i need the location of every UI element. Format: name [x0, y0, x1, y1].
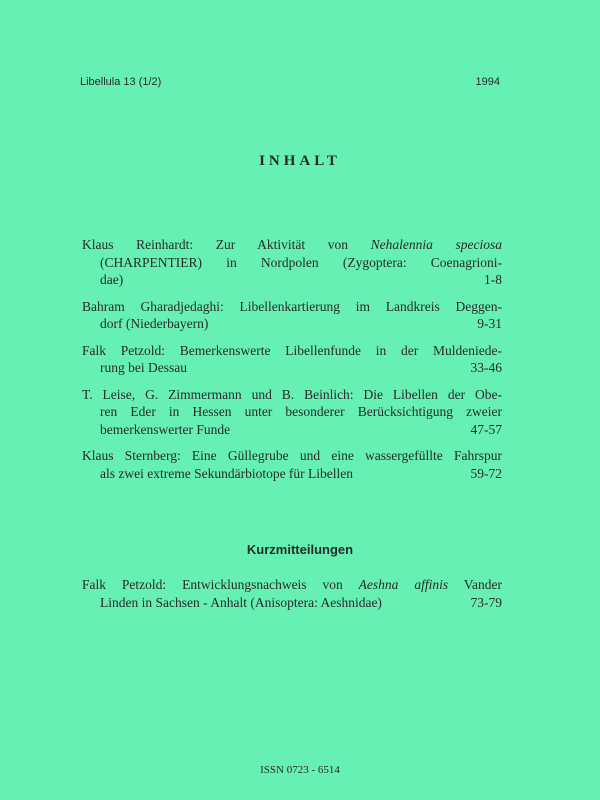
issn-number: ISSN 0723 - 6514 — [260, 764, 340, 776]
page-range: 73-79 — [470, 594, 502, 610]
toc-entry-line: Bahram Gharadjedaghi: Libellenkartierung im Landkreis Deggen- — [82, 298, 502, 314]
toc-entry-text: dae) — [100, 272, 124, 287]
toc-entry-line — [82, 576, 502, 594]
toc-entry-last-line — [82, 359, 502, 377]
toc-entry — [82, 576, 502, 611]
page-title: INHALT — [259, 153, 341, 169]
toc-entry-text: Linden in Sachsen - Anhalt (Anisoptera: Aeshnidae) — [100, 594, 382, 610]
short-communications — [82, 576, 502, 620]
page-range: 59-72 — [470, 465, 502, 481]
toc-entry-last-line — [82, 271, 502, 289]
toc-entry-text: als zwei extreme Sekundärbiotope für Libellen — [100, 465, 354, 481]
species-name: Nehalennia speciosa — [370, 237, 502, 252]
toc-entry-last-line — [82, 465, 502, 483]
species-name: Aeshna affinis — [358, 577, 449, 592]
page-range: 47-57 — [470, 421, 502, 437]
toc-entry-text: bemerkenswerter Funde — [100, 421, 231, 437]
publication-year: 1994 — [475, 76, 500, 88]
toc-entry-line: Falk Petzold: Bemerkenswerte Libellenfunde in der Muldeniede- — [82, 342, 502, 358]
page-range: 9-31 — [477, 316, 502, 331]
toc-entry-text: Klaus Reinhardt: Zur Aktivität von — [82, 237, 371, 252]
page-range: 1-8 — [484, 272, 502, 287]
toc-entry-text: Vander — [448, 577, 502, 592]
toc-entry-line: ren Eder in Hessen unter besonderer Berücksichtigung zweier — [100, 404, 502, 419]
table-of-contents — [82, 236, 502, 491]
toc-entry-text: dorf (Niederbayern) — [100, 316, 209, 331]
toc-entry-text: Falk Petzold: Entwicklungsnachweis von — [82, 577, 359, 592]
toc-entry-line: T. Leise, G. Zimmermann und B. Beinlich: Die Libellen der Obe- — [82, 386, 502, 402]
toc-entry-line: (CHARPENTIER) in Nordpolen (Zygoptera: Coenagrioni- — [100, 254, 502, 270]
toc-entry-text: rung bei Dessau — [100, 360, 187, 375]
toc-entry-line: Klaus Sternberg: Eine Güllegrube und eine wassergefüllte Fahrspur — [82, 448, 502, 463]
toc-entry — [82, 386, 502, 439]
toc-entry — [82, 236, 502, 289]
toc-entry-last-line — [82, 315, 502, 333]
toc-entry — [82, 447, 502, 482]
page-range: 33-46 — [470, 360, 502, 375]
toc-entry-line — [82, 236, 502, 254]
toc-entry — [82, 342, 502, 377]
toc-entry-last-line — [82, 594, 502, 612]
journal-citation: Libellula 13 (1/2) — [80, 76, 162, 88]
toc-entry — [82, 298, 502, 333]
section-heading: Kurzmitteilungen — [246, 542, 354, 557]
toc-entry-last-line — [82, 421, 502, 439]
